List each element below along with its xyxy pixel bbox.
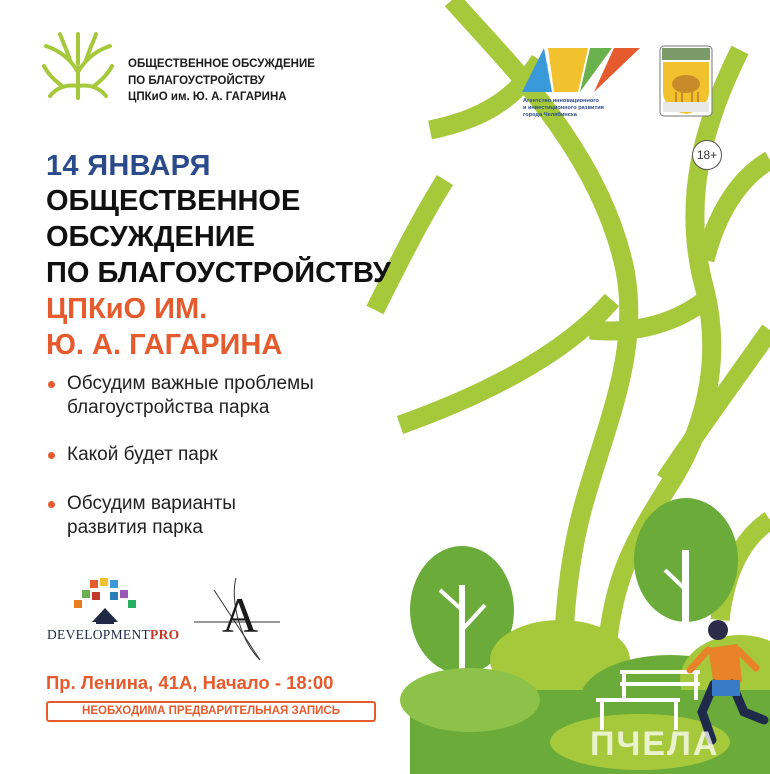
bullet-item — [48, 443, 218, 467]
bullet-line-2: развития парка — [67, 517, 203, 538]
park-name — [46, 291, 282, 363]
watermark: ПЧЕЛА — [590, 725, 720, 763]
registration-notice: НЕОБХОДИМА ПРЕДВАРИТЕЛЬНАЯ ЗАПИСЬ — [46, 701, 376, 722]
header-line-2: ПО БЛАГОУСТРОЙСТВУ — [128, 74, 265, 87]
park-name-line-2: Ю. А. ГАГАРИНА — [46, 329, 283, 361]
header-line-1: ОБЩЕСТВЕННОЕ ОБСУЖДЕНИЕ — [128, 58, 315, 70]
age-rating-badge: 18+ — [692, 140, 722, 170]
agency-line-1: Агентство инновационного — [523, 98, 599, 104]
developmentpro-logo — [47, 627, 179, 643]
header-line-3: ЦПКиО им. Ю. А. ГАГАРИНА — [128, 91, 287, 103]
a-partner-logo: A — [222, 587, 259, 643]
devpro-main-text: DEVELOPMENT — [47, 627, 151, 642]
event-date: 14 ЯНВАРЯ — [46, 150, 211, 182]
bullet-dot-icon — [48, 501, 55, 508]
event-address-time: Пр. Ленина, 41А, Начало - 18:00 — [46, 672, 334, 693]
bullet-dot-icon — [48, 381, 55, 388]
event-title — [46, 183, 391, 291]
bullet-item — [48, 372, 314, 420]
devpro-suffix-text: PRO — [150, 627, 180, 642]
title-line-1: ОБЩЕСТВЕННОЕ — [46, 185, 301, 217]
agency-line-2: и инвестиционного развития — [523, 104, 604, 111]
bullet-line-1: Какой будет парк — [67, 444, 218, 465]
agency-caption — [523, 98, 635, 118]
bullet-line-1: Обсудим важные проблемы — [67, 373, 314, 394]
agency-line-3: города Челябинска — [523, 111, 577, 118]
title-line-3: ПО БЛАГОУСТРОЙСТВУ — [46, 257, 391, 289]
bullet-line-2: благоустройства парка — [67, 397, 270, 418]
park-name-line-1: ЦПКиО ИМ. — [46, 293, 208, 325]
bullet-dot-icon — [48, 452, 55, 459]
header-event-title — [128, 56, 315, 106]
title-line-2: ОБСУЖДЕНИЕ — [46, 221, 255, 253]
bullet-item — [48, 492, 236, 540]
bullet-line-1: Обсудим варианты — [67, 493, 236, 514]
